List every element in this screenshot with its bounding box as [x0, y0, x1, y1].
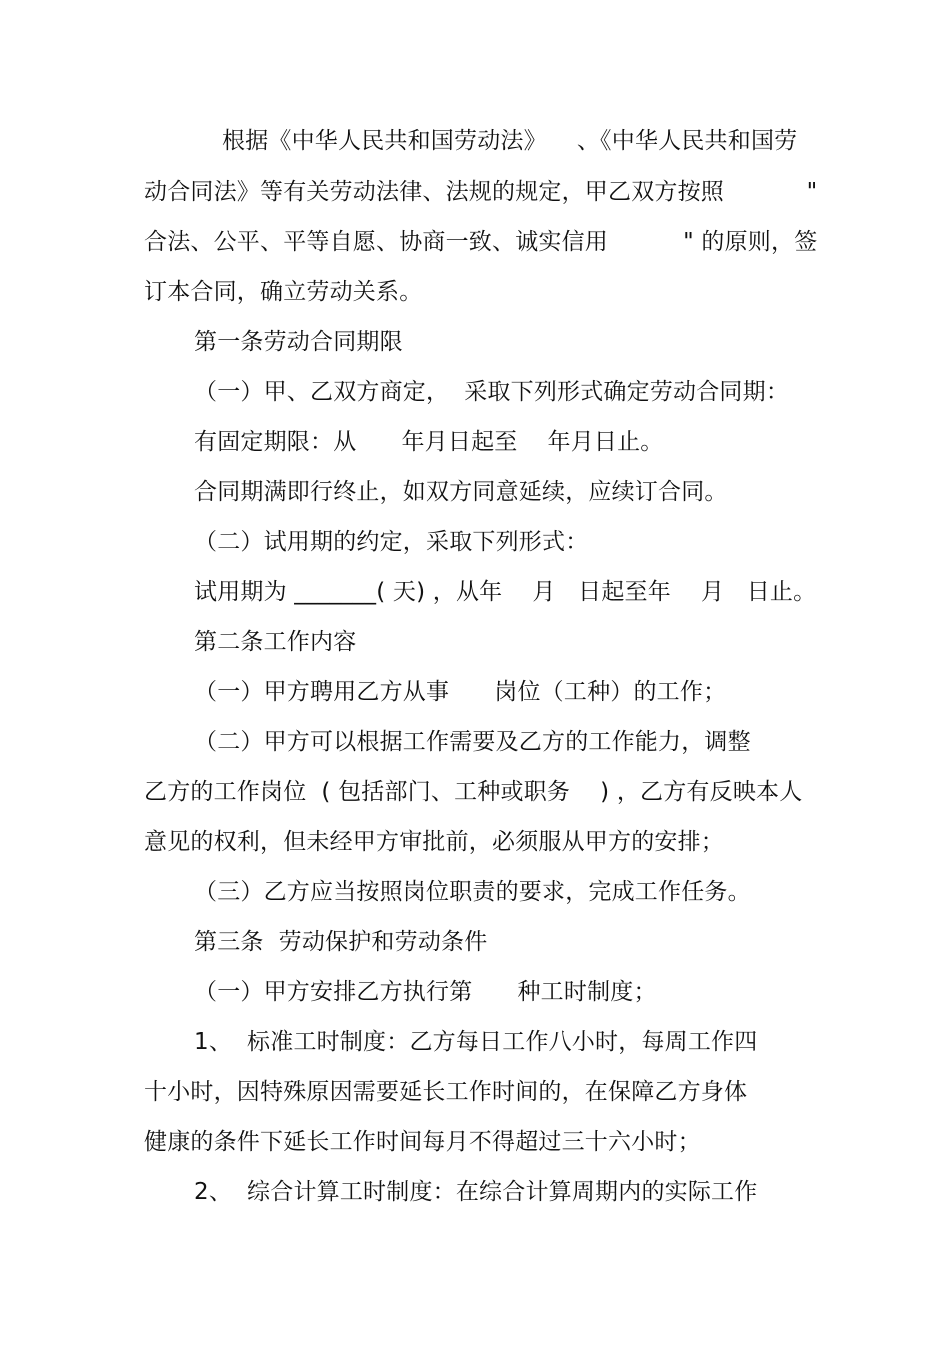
paragraph-line: （一）甲、乙双方商定， 采取下列形式确定劳动合同期： [194, 379, 790, 405]
section-heading: 第二条工作内容 [194, 629, 357, 655]
paragraph-line: （三）乙方应当按照岗位职责的要求，完成工作任务。 [194, 879, 751, 905]
paragraph-line: 有固定期限：从 年月日起至 年月日止。 [194, 429, 664, 455]
paragraph-line: 健康的条件下延长工作时间每月不得超过三十六小时； [144, 1129, 701, 1155]
section-heading: 第三条 劳动保护和劳动条件 [194, 929, 488, 955]
paragraph-line: 动合同法》等有关劳动法律、法规的规定，甲乙双方按照 " [144, 179, 818, 205]
paragraph-line: 试用期为 _______( 天) ，从年 月 日起至年 月 日止。 [194, 579, 817, 605]
paragraph-line: 意见的权利，但未经甲方审批前，必须服从甲方的安排； [144, 829, 724, 855]
paragraph-line: 根据《中华人民共和国劳动法》 、《中华人民共和国劳 [222, 128, 798, 154]
paragraph-line: （二）甲方可以根据工作需要及乙方的工作能力，调整 [194, 729, 751, 755]
paragraph-line: 2、 综合计算工时制度：在综合计算周期内的实际工作 [194, 1179, 758, 1205]
paragraph-line: 十小时，因特殊原因需要延长工作时间的，在保障乙方身体 [144, 1079, 748, 1105]
paragraph-line: 订本合同，确立劳动关系。 [144, 279, 423, 305]
paragraph-line: （一）甲方安排乙方执行第 种工时制度； [194, 979, 657, 1005]
paragraph-line: 1、 标准工时制度：乙方每日工作八小时，每周工作四 [194, 1029, 758, 1055]
paragraph-line: 合法、公平、平等自愿、协商一致、诚实信用 " 的原则，签 [144, 229, 818, 255]
paragraph-line: （二）试用期的约定，采取下列形式： [194, 529, 589, 555]
section-heading: 第一条劳动合同期限 [194, 329, 403, 355]
paragraph-line: 合同期满即行终止，如双方同意延续，应续订合同。 [194, 479, 728, 505]
paragraph-line: （一）甲方聘用乙方从事 岗位（工种）的工作； [194, 679, 727, 705]
paragraph-line: 乙方的工作岗位 ( 包括部门、工种或职务 ) ，乙方有反映本人 [144, 779, 803, 805]
